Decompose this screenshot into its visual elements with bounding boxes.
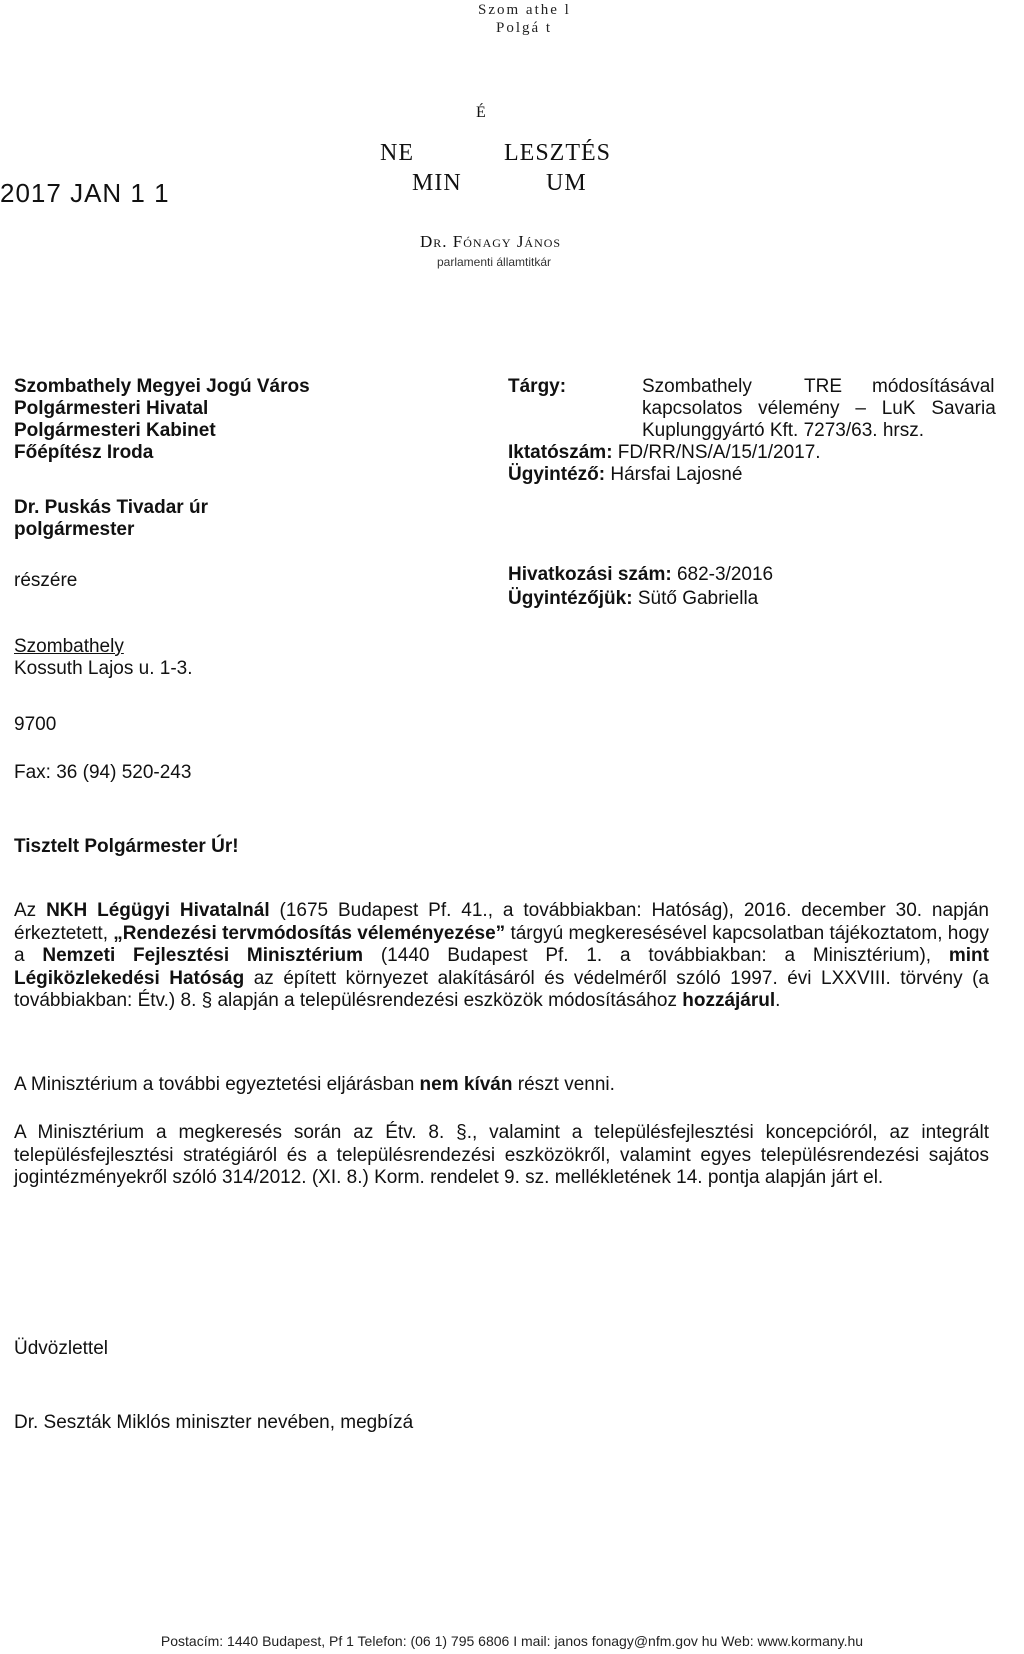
ugyintezojuk-label: Ügyintézőjük: — [508, 588, 633, 609]
recipient-line-2: Polgármesteri Hivatal — [14, 398, 209, 419]
received-stamp-line2: Polgá t — [496, 20, 553, 36]
recipient-city: Szombathely — [14, 636, 124, 657]
body-paragraph-1: Az NKH Légügyi Hivatalnál (1675 Budapest Pf. 41., a továbbiakban: Hatóság), 2016. december 30. napján érkeztetett, „Rendezési tervmódosítás véleményezése” tárgyú megkeresésével kapcsolatban tájékoztatom, hogy a Nemzeti Fejlesztési Minisztérium (1440 Budapest Pf. 1. a továbbiakban: a Minisztérium), mint Légiközlekedési Hatóság az épített környezet alakításáról és védelméről szóló 1997. évi LXXVIII. törvény (a továbbiakban: Étv.) 8. § alapján a településrendezési eszközök módosításához hozzájárul. — [14, 900, 989, 1011]
ministry-line2-a: MIN — [412, 170, 462, 196]
subject-label: Tárgy: — [508, 376, 567, 397]
subject-line1-c: módosításával — [872, 376, 995, 397]
signatory-name: Dr. Fónagy János — [420, 232, 562, 251]
ministry-line1-b: LESZTÉS — [504, 140, 611, 166]
recipient-person-title: polgármester — [14, 519, 135, 540]
salutation: Tisztelt Polgármester Úr! — [14, 836, 239, 857]
ministry-accent: É — [476, 104, 487, 121]
closing: Üdvözlettel — [14, 1338, 108, 1359]
ugyintezo-value: Hársfai Lajosné — [605, 464, 743, 485]
hivatkozasi-value: 682-3/2016 — [671, 564, 774, 585]
ugyintezojuk — [508, 588, 758, 610]
recipient-street: Kossuth Lajos u. 1-3. — [14, 658, 193, 679]
hivatkozasi-label: Hivatkozási szám: — [508, 564, 672, 585]
ministry-line1-a: NE — [380, 140, 414, 166]
signatory-title: parlamenti államtitkár — [437, 255, 552, 269]
body-paragraph-2: A Minisztérium a további egyeztetési eljárásban nem kíván részt venni. — [14, 1074, 615, 1095]
ugyintezo-label: Ügyintéző: — [508, 464, 606, 485]
ministry-line2-b: UM — [546, 170, 587, 196]
ugyintezojuk-value: Sütő Gabriella — [632, 588, 759, 609]
recipient-zip: 9700 — [14, 714, 57, 735]
recipient-line-4: Főépítész Iroda — [14, 442, 154, 463]
date-stamp: 2017 JAN 1 1 — [0, 178, 170, 208]
ugyintezo — [508, 464, 742, 486]
recipient-reszere: részére — [14, 570, 78, 591]
iktatoszam — [508, 442, 821, 464]
footer-contact: Postacím: 1440 Budapest, Pf 1 Telefon: (06 1) 795 6806 I mail: janos fonagy@nfm.gov hu Web: www.kormany.hu — [160, 1633, 864, 1649]
iktatoszam-value: FD/RR/NS/A/15/1/2017. — [612, 442, 821, 463]
subject-line1-a: Szombathely — [642, 376, 752, 397]
subject-line2: kapcsolatos vélemény – LuK Savaria — [642, 398, 996, 419]
subject-line1-b: TRE — [804, 376, 842, 397]
body-paragraph-3: A Minisztérium a megkeresés során az Étv. 8. §., valamint a településfejlesztési koncepcióról, az integrált településfejlesztési stratégiáról és a településrendezési eszközökről, valamint egyes településrendezési sajátos jogintézményekről szóló 314/2012. (XI. 8.) Korm. rendelet 9. sz. mellékletének 14. pontja alapján járt el. — [14, 1122, 989, 1188]
signature-line: Dr. Seszták Miklós miniszter nevében, megbízá — [14, 1412, 414, 1433]
recipient-line-1: Szombathely Megyei Jogú Város — [14, 376, 310, 397]
recipient-person: Dr. Puskás Tivadar úr — [14, 497, 208, 518]
iktatoszam-label: Iktatószám: — [508, 442, 613, 463]
recipient-line-3: Polgármesteri Kabinet — [14, 420, 216, 441]
subject-line3: Kuplunggyártó Kft. 7273/63. hrsz. — [642, 420, 925, 441]
recipient-fax: Fax: 36 (94) 520-243 — [14, 762, 192, 783]
received-stamp-line1: Szom athe l — [478, 2, 571, 18]
hivatkozasi-szam — [508, 564, 773, 586]
